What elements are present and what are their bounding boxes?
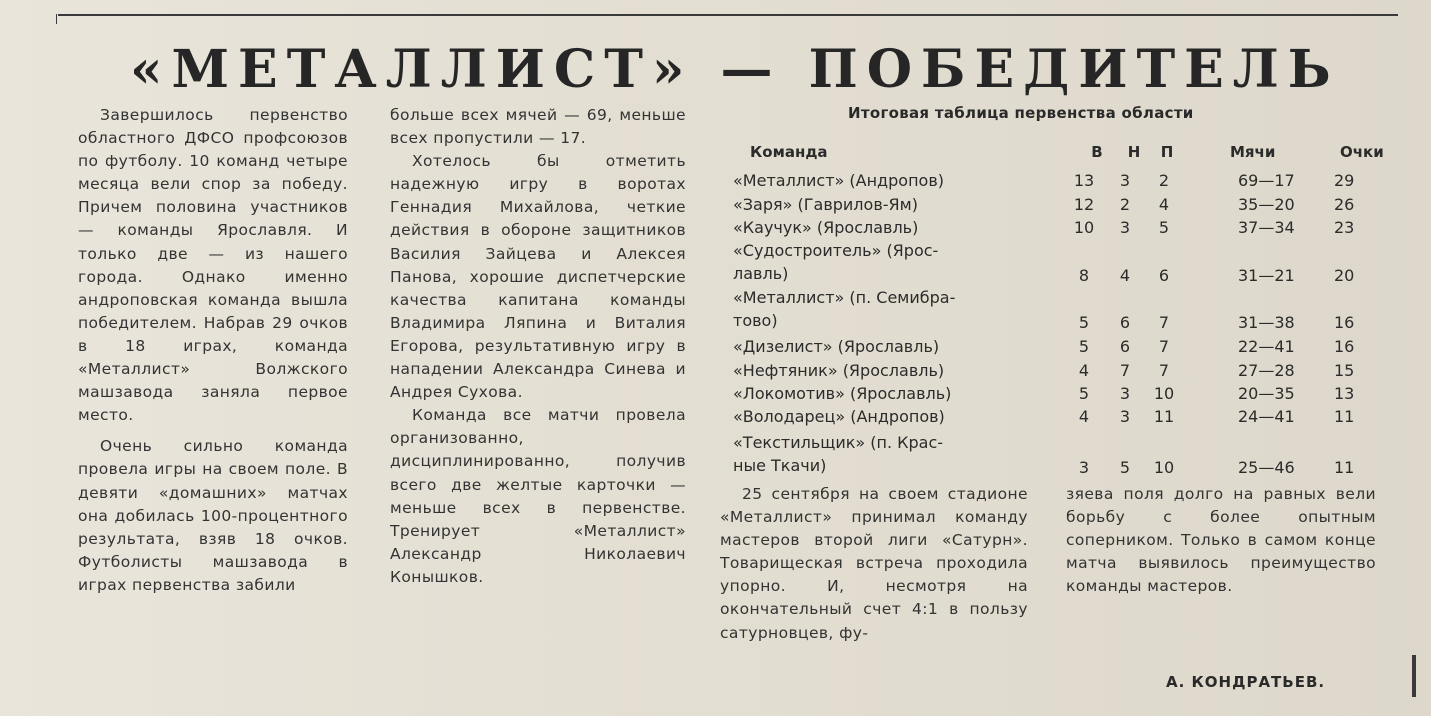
team-name: «Дизелист» (Ярославль) (733, 337, 940, 356)
wins-value: 3 (1078, 458, 1090, 477)
team-name: «Судостроитель» (Ярос- (733, 241, 939, 260)
points-value: 26 (1334, 195, 1355, 214)
wins-value: 8 (1078, 266, 1090, 285)
header-team: Команда (750, 143, 828, 161)
draws-value: 6 (1119, 337, 1131, 356)
goals-value: 69—17 (1238, 171, 1295, 190)
wins-value: 13 (1073, 171, 1095, 190)
paragraph: зяева поля долго на равных вели борьбу с более опытным соперником. Только в самом конце матча выявилось преимущество команды мастеров. (1066, 485, 1376, 596)
goals-value: 22—41 (1238, 337, 1295, 356)
wins-value: 5 (1078, 384, 1090, 403)
goals-value: 24—41 (1238, 407, 1295, 426)
draws-value: 7 (1119, 361, 1131, 380)
draws-value: 6 (1119, 313, 1131, 332)
paragraph: Команда все матчи провела организованно, дисциплинированно, получив всего две желтые карточки — меньше всех в первенстве. Тренирует «Металлист» Александр Николаевич Конышков. (390, 406, 686, 586)
team-name: «Текстильщик» (п. Крас- (733, 433, 944, 452)
draws-value: 4 (1119, 266, 1131, 285)
goals-value: 35—20 (1238, 195, 1295, 214)
article-column-4 (1066, 483, 1376, 668)
draws-value: 3 (1119, 218, 1131, 237)
paragraph: Хотелось бы отметить надежную игру в воротах Геннадия Михайлова, четкие действия в обороне защитников Василия Зайцева и Алексея Панова, хорошие диспетчерские качества капитана команды Владимира Ляпина и Виталия Егорова, результативную игру в нападении Александра Синева и Андрея Сухова. (390, 152, 686, 402)
team-name: «Локомотив» (Ярославль) (733, 384, 952, 403)
points-value: 16 (1334, 313, 1355, 332)
paragraph: больше всех мячей — 69, меньше всех пропустили — 17. (390, 106, 686, 148)
team-name-continued: лавль) (733, 264, 789, 283)
points-value: 13 (1334, 384, 1355, 403)
header-points: Очки (1340, 143, 1384, 161)
losses-value: 7 (1158, 361, 1170, 380)
header-losses: П (1160, 143, 1174, 161)
draws-value: 5 (1119, 458, 1131, 477)
losses-value: 11 (1153, 407, 1175, 426)
points-value: 11 (1334, 458, 1355, 477)
paragraph: Очень сильно команда провела игры на своем поле. В девяти «домашних» матчах она добилась 100-процентного результата, взяв 18 очков. Футболисты машзавода в играх первенства забили (78, 437, 348, 594)
draws-value: 2 (1119, 195, 1131, 214)
left-rule (56, 14, 57, 24)
wins-value: 4 (1078, 361, 1090, 380)
goals-value: 20—35 (1238, 384, 1295, 403)
wins-value: 4 (1078, 407, 1090, 426)
goals-value: 27—28 (1238, 361, 1295, 380)
points-value: 20 (1334, 266, 1355, 285)
wins-value: 12 (1073, 195, 1095, 214)
wins-value: 5 (1078, 313, 1090, 332)
losses-value: 7 (1158, 337, 1170, 356)
header-draws: Н (1127, 143, 1141, 161)
draws-value: 3 (1119, 171, 1131, 190)
goals-value: 31—21 (1238, 266, 1295, 285)
points-value: 23 (1334, 218, 1355, 237)
points-value: 15 (1334, 361, 1355, 380)
right-edge-bar (1412, 655, 1416, 697)
losses-value: 10 (1153, 384, 1175, 403)
header-goals: Мячи (1230, 143, 1276, 161)
paragraph: Завершилось первенство областного ДФСО профсоюзов по футболу. 10 команд четыре месяца вели спор за победу. Причем половина участников — команды Ярославля. И только две — из нашего города. Однако именно андроповская команда вышла победителем. Набрав 29 очков в 18 играх, команда «Металлист» Волжского машзавода заняла первое место. (78, 106, 348, 425)
team-name: «Металлист» (Андропов) (733, 171, 944, 190)
draws-value: 3 (1119, 407, 1131, 426)
headline: «МЕТАЛЛИСТ» — ПОБЕДИТЕЛЬ (130, 39, 1340, 100)
losses-value: 2 (1158, 171, 1170, 190)
article-column-2 (390, 104, 686, 689)
goals-value: 37—34 (1238, 218, 1295, 237)
paragraph: 25 сентября на своем стадионе «Металлист» принимал команду мастеров второй лиги «Сатурн». Товарищеская встреча проходила упорно. И, несмотря на окончательный счет 4:1 в пользу сатурновцев, фу- (720, 485, 1028, 642)
losses-value: 6 (1158, 266, 1170, 285)
team-name-continued: ные Ткачи) (733, 456, 827, 475)
losses-value: 4 (1158, 195, 1170, 214)
article-column-1 (78, 104, 348, 689)
team-name-continued: тово) (733, 311, 778, 330)
author-signature: А. КОНДРАТЬЕВ. (1166, 673, 1326, 691)
losses-value: 7 (1158, 313, 1170, 332)
points-value: 11 (1334, 407, 1355, 426)
losses-value: 10 (1153, 458, 1175, 477)
team-name: «Каучук» (Ярославль) (733, 218, 919, 237)
article-column-3 (720, 483, 1028, 695)
top-rule (58, 14, 1398, 16)
goals-value: 25—46 (1238, 458, 1295, 477)
header-wins: В (1091, 143, 1103, 161)
losses-value: 5 (1158, 218, 1170, 237)
team-name: «Нефтяник» (Ярославль) (733, 361, 945, 380)
draws-value: 3 (1119, 384, 1131, 403)
team-name: «Заря» (Гаврилов-Ям) (733, 195, 918, 214)
goals-value: 31—38 (1238, 313, 1295, 332)
points-value: 16 (1334, 337, 1355, 356)
table-title: Итоговая таблица первенства области (848, 104, 1194, 122)
team-name: «Володарец» (Андропов) (733, 407, 945, 426)
points-value: 29 (1334, 171, 1355, 190)
wins-value: 10 (1073, 218, 1095, 237)
wins-value: 5 (1078, 337, 1090, 356)
team-name: «Металлист» (п. Семибра- (733, 288, 956, 307)
